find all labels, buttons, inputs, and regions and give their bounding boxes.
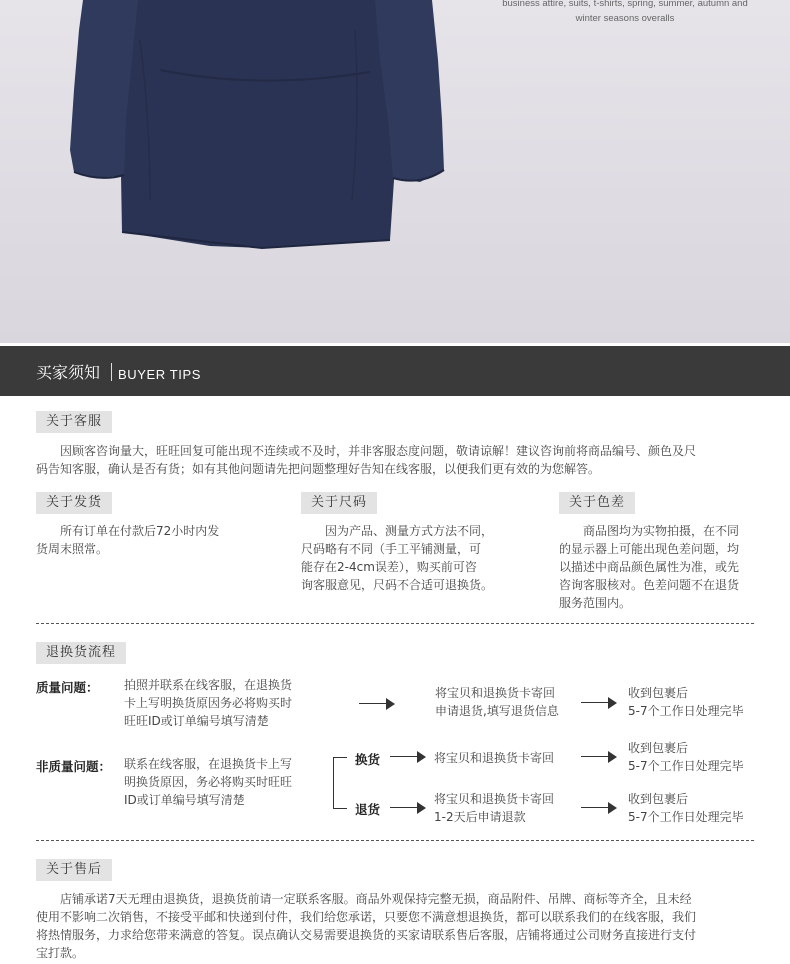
customer-service-tag: 关于客服 xyxy=(36,411,112,433)
shipping-text xyxy=(36,522,266,558)
text-line: 以描述中商品颜色属性为准，或先 xyxy=(559,560,740,574)
header-title: 买家须知 xyxy=(36,363,101,382)
refund-label: 退货 xyxy=(355,802,381,817)
refund-step1 xyxy=(434,790,554,826)
caption-line: business attire, suits, t-shirts, spring, summer, autumn and xyxy=(502,0,748,9)
quality-step1 xyxy=(435,684,559,720)
text-line: 5-7个工作日处理完毕 xyxy=(628,759,744,773)
text-line: 货周末照常。 xyxy=(36,542,109,556)
text-line: 将热情服务，力求给您带来满意的答复。误点确认交易需要退换货的买家请联系售后客服，店铺将通过公司财务直接进行支付 xyxy=(36,928,697,942)
text-line: ID或订单编号填写清楚 xyxy=(124,793,245,807)
quality-step2 xyxy=(628,684,755,720)
text-line: 收到包裹后 xyxy=(628,741,689,755)
text-line: 因顾客咨询量大，旺旺回复可能出现不连续或不及时，并非客服态度问题，敬请谅解！建议咨询前将商品编号、颜色及尺 xyxy=(60,444,697,458)
quality-issue-label: 质量问题： xyxy=(36,680,99,695)
text-line: 申请退货,填写退货信息 xyxy=(435,704,559,718)
text-line: 尺码略有不同（手工平铺测量，可 xyxy=(301,542,482,556)
text-line: 旺旺ID或订单编号填写清楚 xyxy=(124,714,269,728)
returns-tag: 退换货流程 xyxy=(36,642,126,664)
header-divider xyxy=(111,363,112,381)
arrow-right-icon xyxy=(581,697,617,709)
after-sales-text xyxy=(36,890,756,962)
text-line: 将宝贝和退换货卡寄回 xyxy=(435,686,556,700)
divider xyxy=(36,623,754,624)
text-line: 收到包裹后 xyxy=(628,686,689,700)
text-line: 商品图均为实物拍摄，在不同 xyxy=(583,524,740,538)
text-line: 联系在线客服，在退换货卡上写 xyxy=(124,757,293,771)
arrow-right-icon xyxy=(581,802,617,814)
product-photo xyxy=(0,0,790,343)
shipping-tag: 关于发货 xyxy=(36,492,112,514)
header-subtitle: BUYER TIPS xyxy=(118,367,202,382)
non-quality-issue-label: 非质量问题： xyxy=(36,759,112,774)
divider xyxy=(36,840,754,841)
text-line: 店铺承诺7天无理由退换货，退换货前请一定联系客服。商品外观保持完整无损，商品附件、吊牌、商标等齐全，且未经 xyxy=(60,892,692,906)
text-line: 将宝贝和退换货卡寄回 xyxy=(434,792,555,806)
exchange-step1: 将宝贝和退换货卡寄回 xyxy=(434,751,555,765)
color-tag: 关于色差 xyxy=(559,492,635,514)
quality-issue-desc xyxy=(124,676,292,730)
non-quality-issue-desc xyxy=(124,755,292,809)
text-line: 服务范围内。 xyxy=(559,596,632,610)
jacket-image xyxy=(0,0,790,343)
color-text xyxy=(559,522,759,612)
text-line: 咨询客服核对。色差问题不在退货 xyxy=(559,578,740,592)
exchange-step2 xyxy=(628,739,755,775)
branch-bracket xyxy=(333,757,347,809)
arrow-right-icon xyxy=(390,751,426,763)
text-line: 所有订单在付款后72小时内发 xyxy=(60,524,220,538)
text-line: 1-2天后申请退款 xyxy=(434,810,526,824)
text-line: 5-7个工作日处理完毕 xyxy=(628,704,744,718)
text-line: 宝打款。 xyxy=(36,946,85,960)
refund-step2 xyxy=(628,790,755,826)
text-line: 能存在2-4cm误差），购买前可咨 xyxy=(301,560,477,574)
size-tag: 关于尺码 xyxy=(301,492,377,514)
photo-caption xyxy=(490,0,760,26)
text-line: 使用不影响二次销售，不接受平邮和快递到付件，我们给您承诺，只要您不满意想退换货，都可以联系我们的在线客服，我们 xyxy=(36,910,697,924)
text-line: 收到包裹后 xyxy=(628,792,689,806)
customer-service-text xyxy=(36,442,756,478)
text-line: 因为产品、测量方式方法不同， xyxy=(325,524,494,538)
buyer-tips-header xyxy=(0,346,790,396)
text-line: 码告知客服，确认是否有货；如有其他问题请先把问题整理好告知在线客服，以便我们更有效的为您解答。 xyxy=(36,462,601,476)
arrow-right-icon xyxy=(359,698,395,710)
arrow-right-icon xyxy=(581,751,617,763)
text-line: 卡上写明换货原因务必将购买时 xyxy=(124,696,293,710)
text-line: 5-7个工作日处理完毕 xyxy=(628,810,744,824)
after-sales-tag: 关于售后 xyxy=(36,859,112,881)
caption-line: winter seasons overalls xyxy=(575,13,675,24)
text-line: 拍照并联系在线客服，在退换货 xyxy=(124,678,293,692)
text-line: 明换货原因，务必将购买时旺旺 xyxy=(124,775,293,789)
text-line: 询客服意见，尺码不合适可退换货。 xyxy=(301,578,494,592)
size-text xyxy=(301,522,516,594)
text-line: 的显示器上可能出现色差问题，均 xyxy=(559,542,740,556)
arrow-right-icon xyxy=(390,802,426,814)
exchange-label: 换货 xyxy=(355,752,381,767)
